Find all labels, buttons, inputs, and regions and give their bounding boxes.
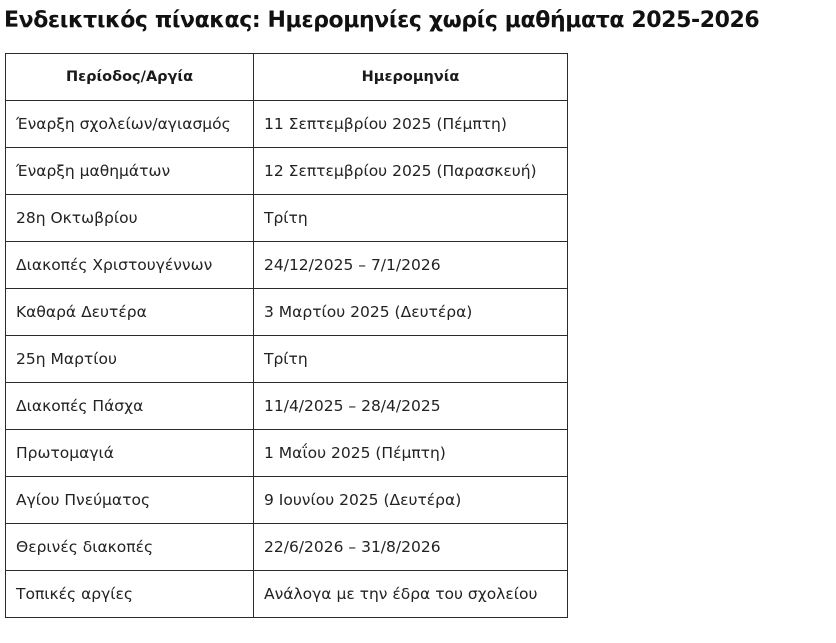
holidays-table xyxy=(5,53,568,618)
column-header-date: Ημερομηνία xyxy=(254,54,568,101)
date-cell: 11 Σεπτεμβρίου 2025 (Πέμπτη) xyxy=(254,101,568,148)
table-row xyxy=(6,195,568,242)
period-cell: Πρωτομαγιά xyxy=(6,430,254,477)
date-cell: 22/6/2026 – 31/8/2026 xyxy=(254,524,568,571)
date-cell: 3 Μαρτίου 2025 (Δευτέρα) xyxy=(254,289,568,336)
period-cell: Θερινές διακοπές xyxy=(6,524,254,571)
table-row xyxy=(6,148,568,195)
period-cell: Αγίου Πνεύματος xyxy=(6,477,254,524)
date-cell: 11/4/2025 – 28/4/2025 xyxy=(254,383,568,430)
period-cell: Καθαρά Δευτέρα xyxy=(6,289,254,336)
date-cell: Ανάλογα με την έδρα του σχολείου xyxy=(254,571,568,618)
date-cell: 1 Μαΐου 2025 (Πέμπτη) xyxy=(254,430,568,477)
table-row xyxy=(6,336,568,383)
column-header-period: Περίοδος/Αργία xyxy=(6,54,254,101)
period-cell: Έναρξη μαθημάτων xyxy=(6,148,254,195)
period-cell: Διακοπές Πάσχα xyxy=(6,383,254,430)
date-cell: 24/12/2025 – 7/1/2026 xyxy=(254,242,568,289)
date-cell: 12 Σεπτεμβρίου 2025 (Παρασκευή) xyxy=(254,148,568,195)
table-row xyxy=(6,101,568,148)
period-cell: Τοπικές αργίες xyxy=(6,571,254,618)
table-row xyxy=(6,430,568,477)
table-row xyxy=(6,524,568,571)
period-cell: 28η Οκτωβρίου xyxy=(6,195,254,242)
period-cell: 25η Μαρτίου xyxy=(6,336,254,383)
period-cell: Διακοπές Χριστουγέννων xyxy=(6,242,254,289)
header-row xyxy=(6,54,568,101)
table-row xyxy=(6,477,568,524)
page-title: Ενδεικτικός πίνακας: Ημερομηνίες χωρίς μαθήματα 2025-2026 xyxy=(4,8,760,33)
period-cell: Έναρξη σχολείων/αγιασμός xyxy=(6,101,254,148)
date-cell: Τρίτη xyxy=(254,195,568,242)
date-cell: 9 Ιουνίου 2025 (Δευτέρα) xyxy=(254,477,568,524)
date-cell: Τρίτη xyxy=(254,336,568,383)
table-body xyxy=(6,101,568,618)
table-row xyxy=(6,571,568,618)
table-header xyxy=(6,54,568,101)
table-row xyxy=(6,383,568,430)
table-row xyxy=(6,242,568,289)
table-row xyxy=(6,289,568,336)
